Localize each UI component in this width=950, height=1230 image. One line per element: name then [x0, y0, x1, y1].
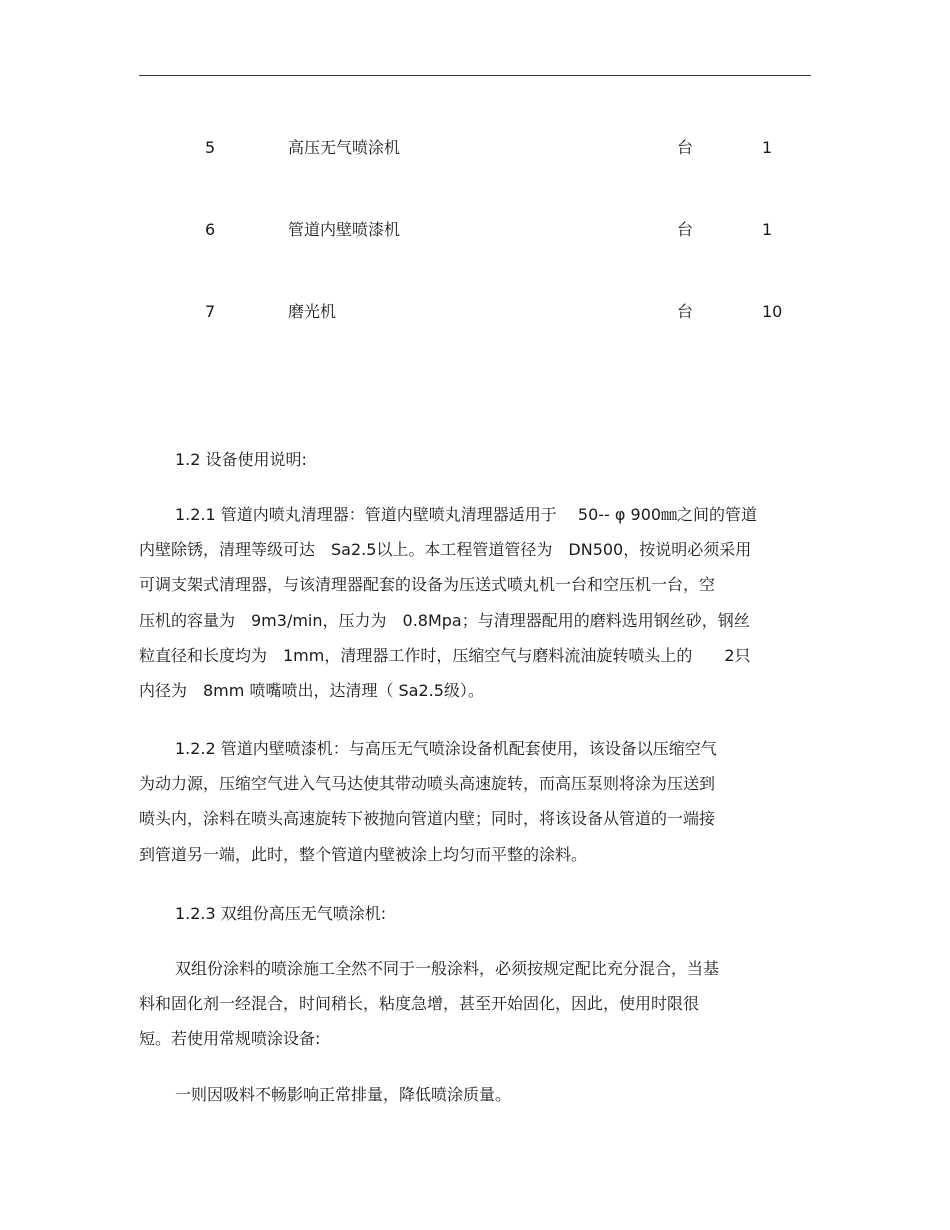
table-row — [0, 300, 950, 324]
row-number: 7 — [205, 302, 216, 321]
paragraph-line: 1.2.2 管道内壁喷漆机：与高压无气喷涂设备机配套使用，该设备以压缩空气 — [175, 739, 717, 758]
equipment-unit: 台 — [677, 220, 694, 239]
equipment-name: 磨光机 — [288, 302, 337, 321]
table-row — [0, 136, 950, 160]
equipment-unit: 台 — [677, 138, 694, 157]
paragraph-line: 双组份涂料的喷涂施工全然不同于一般涂料，必须按规定配比充分混合，当基 — [175, 959, 720, 978]
paragraph-line: 内壁除锈，清理等级可达 Sa2.5以上。本工程管道管径为 DN500，按说明必须采用 — [139, 540, 752, 559]
paragraph-line: 短。若使用常规喷涂设备: — [139, 1029, 321, 1048]
table-row — [0, 218, 950, 242]
paragraph-line: 一则因吸料不畅影响正常排量，降低喷涂质量。 — [175, 1085, 512, 1104]
paragraph-line: 喷头内，涂料在喷头高速旋转下被抛向管道内壁；同时，将该设备从管道的一端接 — [139, 809, 716, 828]
paragraph-line: 到管道另一端，此时，整个管道内壁被涂上均匀而平整的涂料。 — [139, 845, 588, 864]
equipment-quantity: 10 — [762, 302, 783, 321]
equipment-quantity: 1 — [762, 220, 773, 239]
section-heading: 1.2 设备使用说明: — [175, 450, 307, 469]
paragraph-line: 1.2.1 管道内喷丸清理器：管道内壁喷丸清理器适用于 50-- φ 900㎜之间的管道 — [175, 505, 758, 524]
paragraph-line: 料和固化剂一经混合，时间稍长，粘度急增，甚至开始固化，因此，使用时限很 — [139, 994, 700, 1013]
paragraph-line: 为动力源，压缩空气进入气马达使其带动喷头高速旋转，而高压泵则将涂为压送到 — [139, 774, 716, 793]
paragraph-line: 可调支架式清理器，与该清理器配套的设备为压送式喷丸机一台和空压机一台，空 — [139, 575, 716, 594]
equipment-quantity: 1 — [762, 138, 773, 157]
paragraph-line: 内径为 8mm 喷嘴喷出，达清理（ Sa2.5级）。 — [139, 681, 484, 700]
row-number: 5 — [205, 138, 216, 157]
equipment-name: 管道内壁喷漆机 — [288, 220, 401, 239]
subsection-heading: 1.2.3 双组份高压无气喷涂机: — [175, 904, 387, 923]
header-rule — [139, 75, 811, 76]
equipment-name: 高压无气喷涂机 — [288, 138, 401, 157]
paragraph-line: 压机的容量为 9m3/min，压力为 0.8Mpa；与清理器配用的磨料选用钢丝砂，钢丝 — [139, 611, 750, 630]
equipment-unit: 台 — [677, 302, 694, 321]
row-number: 6 — [205, 220, 216, 239]
paragraph-line: 粒直径和长度均为 1mm，清理器工作时，压缩空气与磨料流油旋转喷头上的 2只 — [139, 646, 751, 665]
